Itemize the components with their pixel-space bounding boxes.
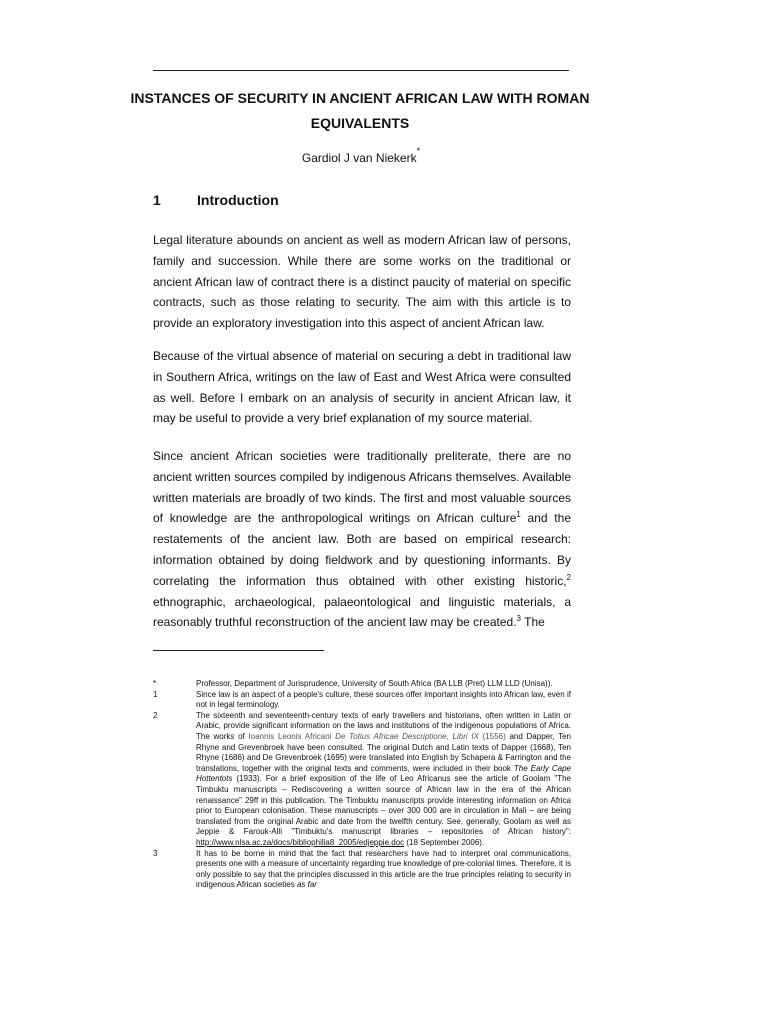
footnote-ref-1[interactable]: 1: [516, 510, 521, 520]
footnote-2-text-4: (18 September 2006).: [404, 837, 485, 847]
paragraph-3-text-a: Since ancient African societies were traditionally preliterate, there are no ancient written sources compiled by indigenous Africans themselves. Available written materials are broadly of two kinds. The first and most valuable sources of knowledge are the anthropological writings on African culture: [153, 449, 571, 526]
footnote-2-year: (1556): [478, 731, 506, 741]
footnote-2-author: Ioannis Leonis Africani: [248, 731, 336, 741]
footnote-3-text-2: as far: [296, 880, 317, 890]
author-name: Gardiol J van Niekerk: [301, 151, 417, 165]
paragraph-3: [153, 446, 571, 633]
footnote-star: [153, 679, 571, 690]
footnote-mark: 2: [153, 710, 158, 720]
footnote-2-text-3: (1933). For a brief exposition of the life of Leo Africanus see the article of Goolam "The Timbuktu manuscripts – Rediscovering a written source of African law in the era of the African renaissance" 29ff in this publication. The Timbuktu manuscripts provide interesting information on Africa prior to European colonisation. These manuscripts – over 300 000 are in circulation in Mali – are being translated from the original Arabic and date from the twelfth century. See, generally, Goolam as well as Jeppie & Farouk-Alli "Timbuktu's manuscript libraries – repositories of African history":: [196, 774, 571, 837]
footnote-1: [153, 690, 571, 711]
paragraph-3-text-c: ethnographic, archaeological, palaeontological and linguistic materials, a reasonably truthful reconstruction of the ancient law may be created.: [153, 594, 571, 630]
footnote-2-text-1: The sixteenth and seventeenth-century texts of early travellers and historians, often written in Latin or Arabic, provide significant information on the laws and institutions of the indigenous populations of Africa. The works of: [196, 710, 571, 741]
footnote-ref-2[interactable]: 2: [566, 572, 571, 582]
header-rule: [153, 70, 569, 71]
footnote-mark: 3: [153, 848, 158, 858]
footnote-text: [196, 711, 571, 849]
footnotes: [153, 679, 571, 891]
footnote-text: [196, 849, 571, 891]
footnote-mark: *: [153, 679, 157, 688]
paragraph-1: Legal literature abounds on ancient as well as modern African law of persons, family and succession. While there are some works on the traditional or ancient African law of contract there is a distinct paucity of material on specific contracts, such as those relating to security. The aim with this article is to provide an exploratory investigation into this aspect of ancient African law.: [153, 233, 571, 331]
paragraph-3-text-d: The: [521, 615, 545, 630]
footnote-ref-3[interactable]: 3: [516, 614, 521, 624]
section-title: Introduction: [197, 192, 279, 208]
footnote-text: Professor, Department of Jurisprudence, University of South Africa (BA LLB (Pret) LLM LLD (Unisa)).: [196, 679, 553, 688]
footnote-3: [153, 849, 571, 891]
footnote-mark: 1: [153, 689, 158, 699]
section-number: 1: [153, 192, 161, 208]
footnote-2-book-title: The Early Cape Hottentots: [196, 763, 571, 784]
paragraph-2: Because of the virtual absence of material on securing a debt in traditional law in Southern Africa, writings on the law of East and West Africa were consulted as well. Before I embark on an analysis of security in ancient African law, it may be useful to provide a very brief explanation of my source material.: [153, 349, 571, 426]
footnote-text: Since law is an aspect of a people's culture, these sources offer important insights into African law, even if not in legal terminology.: [196, 689, 571, 710]
footnote-2-url-link[interactable]: http://www.nlsa.ac.za/docs/bibliophilia8_2005/edjeppie.doc: [196, 837, 405, 847]
footnote-2-text-2: and Dapper, Ten Rhyne and Grevenbroek have been consulted. The original Dutch and Latin texts of Dapper (1668), Ten Rhyne (1686) and De Grevenbroek (1695) were translated into English by Schapera & Farrington and the translations, together with the original texts and comments, were included in their book: [196, 731, 571, 773]
author-line: [153, 146, 569, 165]
author-footnote-mark[interactable]: *: [416, 146, 421, 156]
article-title: INSTANCES OF SECURITY IN ANCIENT AFRICAN LAW WITH ROMAN EQUIVALENTS: [130, 90, 590, 131]
footnote-2-work-title: De Totius Africae Descriptione, Libri IX: [335, 731, 479, 741]
section-heading: [153, 192, 279, 208]
paragraph-3-text-b: and the restatements of the ancient law. Both are based on empirical research: information obtained by doing fieldwork and by questioning informants. By correlating the information thus obtained with other existing historic,: [153, 511, 571, 588]
footnote-2: [153, 711, 571, 849]
footnote-separator: [153, 650, 324, 651]
footnote-3-text-1: It has to be borne in mind that the fact that researchers have had to interpret oral communications, presents one with a measure of uncertainty regarding true knowledge of pre-colonial times. Therefore, it is only possible to say that the principles discussed in this article are the true principles relating to security in indigenous African societies: [196, 848, 571, 890]
